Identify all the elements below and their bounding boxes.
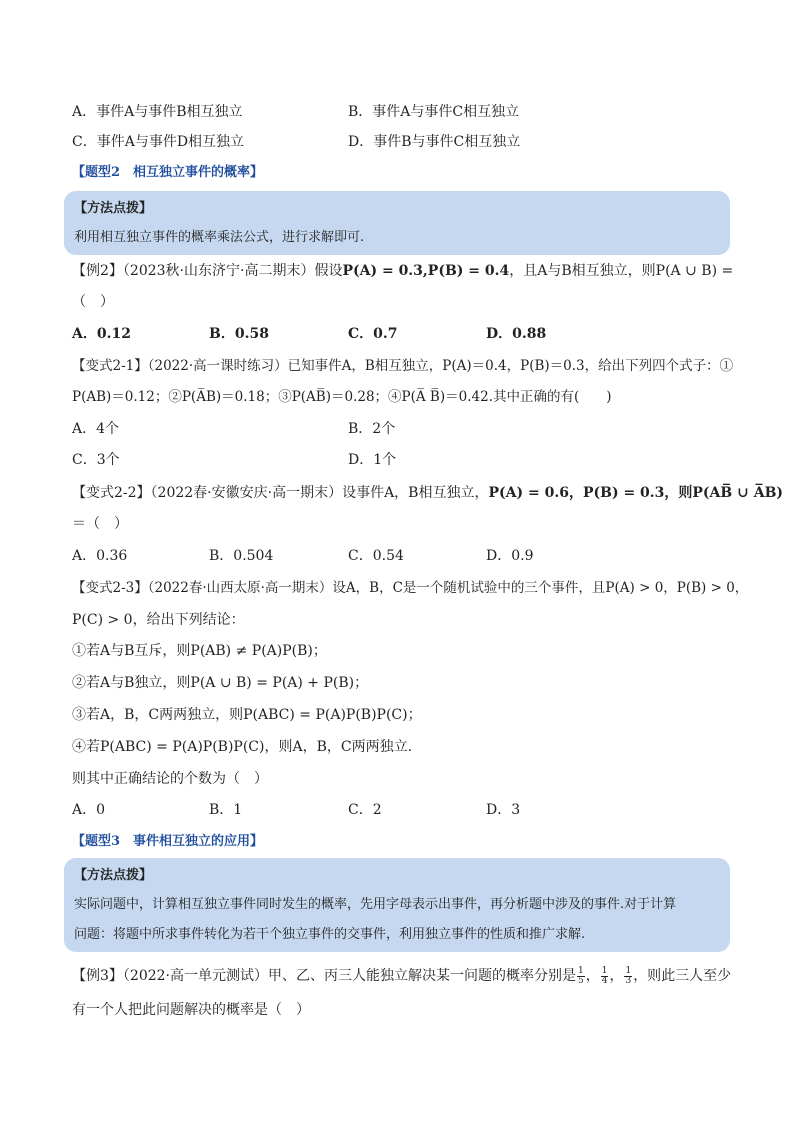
conclusion-1: ①若A与B互斥，则P(AB) ≠ P(A)P(B)； [72, 643, 327, 659]
fraction-denominator: 5 [577, 975, 584, 986]
formula: P(A) = 0.6，P(B) = 0.3，则P(AB̅ ∪ A̅B) [488, 485, 784, 501]
v23-option-b: B．1 [209, 802, 243, 818]
method-title: 【方法点拨】 [74, 201, 153, 216]
fraction-numerator: 1 [625, 965, 632, 976]
method-line-2: 问题：将题中所求事件转化为若干个独立事件的交事件，利用独立事件的性质和推广求解. [74, 927, 586, 942]
variant-text: 【变式2-2】（2022春·安徽安庆·高一期末）设事件A，B相互独立， [72, 485, 489, 501]
v22-option-c: C．0.54 [348, 548, 404, 564]
v22-option-b: B．0.504 [209, 548, 274, 564]
v23-option-a: A．0 [72, 802, 106, 818]
conclusion-3: ③若A，B，C两两独立，则P(ABC) = P(A)P(B)P(C)； [72, 707, 422, 723]
fraction-numerator: 1 [601, 965, 608, 976]
v22-option-a: A．0.36 [72, 548, 128, 564]
example-2-line1 [72, 261, 733, 281]
option-a: A．事件A与事件B相互独立 [72, 104, 243, 120]
ex2-option-a: A．0.12 [72, 326, 131, 342]
formula: P(A ∪ B) = [655, 263, 734, 279]
fraction [601, 967, 609, 986]
v21-option-a: A．4个 [72, 421, 120, 437]
v21-option-d: D．1个 [348, 452, 397, 468]
v22-option-d: D．0.9 [486, 548, 534, 564]
variant-2-2-line2: ＝（ ） [72, 516, 128, 532]
fraction-numerator: 1 [577, 965, 584, 976]
variant-2-3-ask: 则其中正确结论的个数为（ ） [72, 771, 268, 787]
variant-2-2-line1 [72, 483, 783, 503]
v23-option-d: D．3 [486, 802, 521, 818]
example-text: ，且A与B相互独立，则 [509, 263, 656, 279]
method-text: 利用相互独立事件的概率乘法公式，进行求解即可. [74, 230, 365, 245]
fraction-denominator: 3 [625, 975, 632, 986]
variant-2-1-line1: 【变式2-1】（2022·高一课时练习）已知事件A，B相互独立，P(A)＝0.4，P(B)＝0.3，给出下列四个式子：① [72, 358, 734, 374]
example-label: 【例2】 [72, 263, 123, 279]
option-b: B．事件A与事件C相互独立 [348, 104, 520, 120]
method-box-3 [64, 858, 730, 952]
fraction [624, 967, 632, 986]
ex2-option-b: B．0.58 [209, 326, 269, 342]
option-d: D．事件B与事件C相互独立 [348, 134, 521, 150]
ex2-option-d: D．0.88 [486, 326, 547, 342]
method-title: 【方法点拨】 [74, 868, 153, 883]
example-text: 假设 [314, 263, 343, 279]
variant-2-1-line2: P(AB)＝0.12；②P(A̅B)＝0.18；③P(AB̅)＝0.28；④P(A̅ B̅)＝0.42.其中正确的有( ) [72, 389, 612, 405]
example-3-line2: 有一个人把此问题解决的概率是（ ） [72, 1002, 310, 1018]
example-source: （2023秋·山东济宁·高二期末） [122, 263, 315, 279]
ex2-option-c: C．0.7 [348, 326, 398, 342]
v21-option-b: B．2个 [348, 421, 396, 437]
method-box-2 [64, 191, 730, 255]
formula: P(A) = 0.3,P(B) = 0.4 [342, 263, 510, 279]
example-text: 【例3】（2022·高一单元测试）甲、乙、丙三人能独立解决某一问题的概率分别是 [72, 968, 576, 984]
option-c: C．事件A与事件D相互独立 [72, 134, 245, 150]
example-text: ，则此三人至少 [633, 968, 732, 984]
conclusion-4: ④若P(ABC) = P(A)P(B)P(C)，则A，B，C两两独立. [72, 739, 413, 755]
v21-option-c: C．3个 [72, 452, 120, 468]
variant-2-3-line2: P(C) > 0，给出下列结论： [72, 612, 245, 628]
section-heading-3: 【题型3 事件相互独立的应用】 [72, 834, 264, 849]
v23-option-c: C．2 [348, 802, 382, 818]
separator: ， [585, 968, 600, 984]
example-2-paren: （ ） [72, 294, 114, 310]
conclusion-2: ②若A与B独立，则P(A ∪ B) = P(A) + P(B)； [72, 675, 369, 691]
method-line-1: 实际问题中，计算相互独立事件同时发生的概率，先用字母表示出事件，再分析题中涉及的事件.对于计算 [74, 897, 677, 912]
variant-2-3-line1: 【变式2-3】（2022春·山西太原·高一期末）设A，B，C是一个随机试验中的三个事件，且P(A) > 0，P(B) > 0， [72, 580, 749, 596]
fraction-denominator: 4 [601, 975, 608, 986]
example-3-line1 [72, 966, 731, 986]
separator: ， [609, 968, 624, 984]
section-heading-2: 【题型2 相互独立事件的概率】 [72, 165, 264, 180]
fraction [577, 967, 585, 986]
